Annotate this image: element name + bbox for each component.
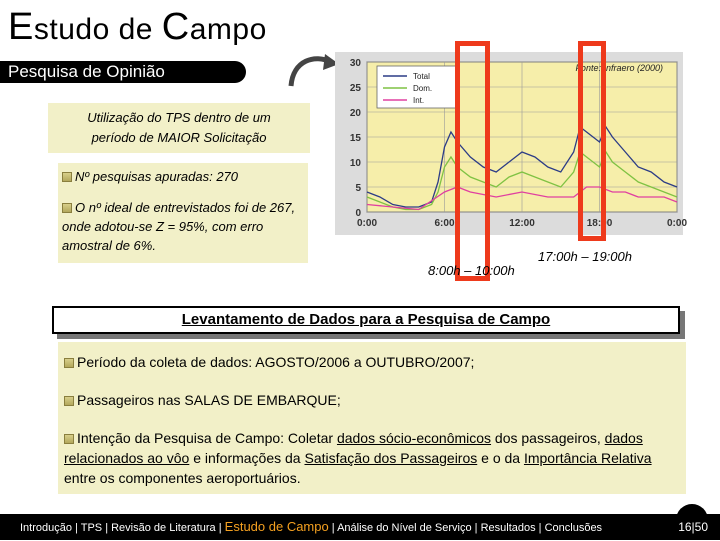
page-number: 16|50	[678, 520, 708, 534]
legend-label: Total	[413, 72, 430, 81]
page-title: Estudo de Campo	[8, 6, 267, 48]
y-tick-label: 30	[349, 58, 361, 69]
bullet-icon	[64, 434, 74, 444]
data-collection-heading: Levantamento de Dados para a Pesquisa de Campo	[52, 306, 680, 334]
current-section: Estudo de Campo	[224, 519, 329, 534]
highlight-morning-peak	[455, 41, 490, 281]
highlight-evening-peak	[578, 41, 606, 241]
bullet-icon	[64, 396, 74, 406]
section-subtitle: Pesquisa de Opinião	[0, 61, 246, 83]
chart-source: Fonte: Infraero (2000)	[575, 63, 663, 73]
list-item: Passageiros nas SALAS DE EMBARQUE;	[64, 390, 680, 410]
bullet-icon	[64, 358, 74, 368]
chart-svg	[335, 52, 688, 235]
bullet-icon	[62, 172, 72, 182]
hourly-flow-chart	[335, 52, 688, 235]
legend-label: Dom.	[413, 84, 433, 93]
y-tick-label: 10	[349, 158, 361, 169]
utilization-note: Utilização do TPS dentro de um período de MAIOR Solicitação	[48, 103, 310, 153]
y-tick-label: 25	[349, 83, 361, 94]
survey-info	[58, 163, 308, 263]
x-tick-label: 0:00	[666, 218, 688, 229]
x-tick-label: 6:00	[434, 218, 455, 229]
y-tick-label: 0	[355, 208, 361, 219]
list-item: Intenção da Pesquisa de Campo: Coletar dados sócio-econômicos dos passageiros, dados relacionados ao vôo e informações da Satisfação dos Passageiros e o da Importância Relativa entre os componentes aeroportuários.	[64, 430, 652, 486]
x-tick-label: 0:00	[356, 218, 378, 229]
section-breadcrumb: Introdução | TPS | Revisão de Literatura | Estudo de Campo | Análise do Nível de Serviço | Resultados | Conclusões	[20, 519, 603, 534]
data-collection-details	[58, 342, 686, 494]
morning-peak-label: 8:00h – 10:00h	[428, 263, 515, 278]
legend-label: Int.	[413, 96, 425, 105]
y-tick-label: 5	[355, 183, 361, 194]
y-tick-label: 15	[349, 133, 361, 144]
evening-peak-label: 17:00h – 19:00h	[538, 249, 632, 264]
y-tick-label: 20	[349, 108, 361, 119]
info-item: Nº pesquisas apuradas: 270	[62, 167, 304, 186]
info-item: O nº ideal de entrevistados foi de 267, onde adotou-se Z = 95%, com erro amostral de 6%.	[62, 200, 296, 253]
footer-nav-bar	[0, 514, 720, 540]
x-tick-label: 12:00	[509, 218, 535, 229]
x-tick-label: 18:00	[586, 218, 613, 229]
list-item: Período da coleta de dados: AGOSTO/2006 a OUTUBRO/2007;	[64, 352, 680, 372]
bullet-icon	[62, 203, 72, 213]
